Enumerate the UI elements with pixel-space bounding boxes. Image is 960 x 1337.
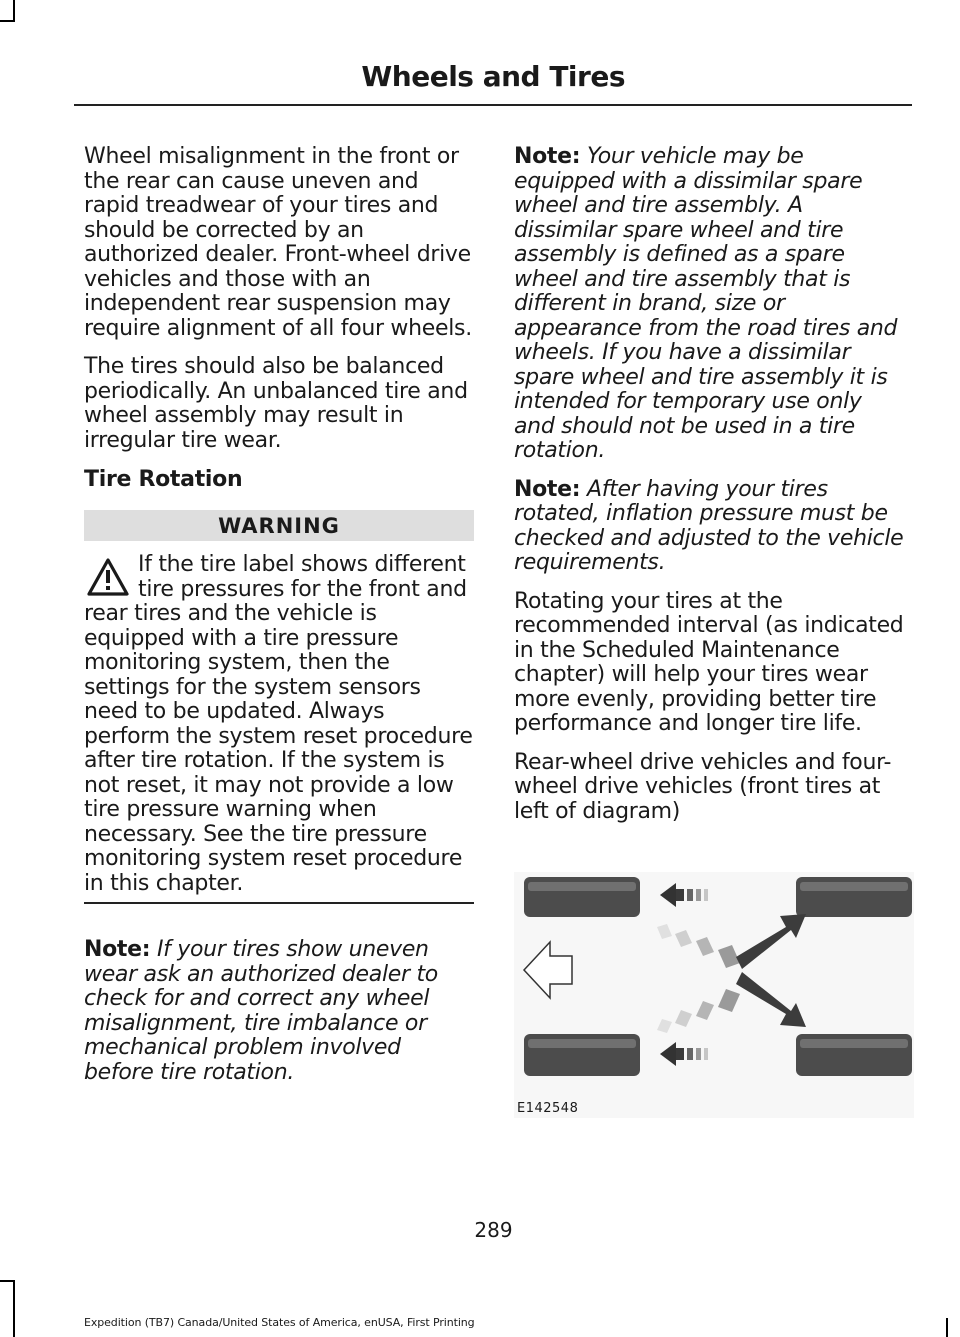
note-text: Your vehicle may be equipped with a dissimilar spare wheel and tire assembly. A dissimilar spare wheel and tire assembly is defined as a spare wheel and tire assembly that is different in brand, size or appearance from the road tires and wheels. If you have a dissimilar spare wheel and tire assembly it is intended for temporary use only and should not be used in a tire rotation. [514,144,898,463]
tire-rotation-diagram [514,872,914,1118]
page-number: 289 [474,1218,513,1242]
note-inflation-pressure [514,478,904,576]
warning-text: If the tire label shows different tire pressures for the front and rear tires and the vehicle is equipped with a tire pressure monitoring system, then the settings for the system sensors need to be updated. Always perform the system reset procedure after tire rotation. If the system is not reset, it may not provide a low tire pressure warning when necessary. See the tire pressure monitoring system reset procedure in this chapter. [84,552,473,896]
note-label: Note: [514,144,581,169]
paragraph-balancing: The tires should also be balanced periodically. An unbalanced tire and wheel assembly may result in irregular tire wear. [84,354,468,453]
header-rule [74,104,912,106]
warning-label: WARNING [84,510,474,541]
page-header-title: Wheels and Tires [361,60,625,93]
paragraph-misalignment: Wheel misalignment in the front or the rear can cause uneven and rapid treadwear of your tires and should be corrected by an authorized dealer. Front-wheel drive vehicles and those with an independent rear suspension may require alignment of all four wheels. [84,144,472,341]
crop-mark [13,1280,15,1337]
diagram-code: E142548 [517,1101,579,1116]
note-text: If your tires show uneven wear ask an authorized dealer to check for and correct any wheel misalignment, tire imbalance or mechanical problem involved before tire rotation. [84,937,438,1085]
note-dissimilar-spare [514,145,904,464]
tire-rear-left [796,877,912,917]
note-text: After having your tires rotated, inflation pressure must be checked and adjusted to the vehicle requirements. [514,476,904,575]
crop-mark [0,1280,14,1282]
note-uneven-wear [84,938,474,1085]
warning-triangle-icon [86,557,130,597]
section-heading-tire-rotation: Tire Rotation [84,467,243,492]
crop-mark [13,0,15,22]
paragraph-rear-wheel-drive: Rear-wheel drive vehicles and four-wheel drive vehicles (front tires at left of diagram) [514,749,892,824]
footer-text: Expedition (TB7) Canada/United States of America, enUSA, First Printing [84,1316,475,1329]
note-label: Note: [84,937,151,962]
crop-mark [0,20,14,22]
tire-front-left [524,877,640,917]
crop-mark [946,1318,948,1337]
warning-box [84,553,474,904]
tire-rear-right [796,1034,912,1076]
paragraph-rotation-interval: Rotating your tires at the recommended interval (as indicated in the Scheduled Maintenance chapter) will help your tires wear more evenly, providing better tire performance and longer tire life. [514,588,904,736]
tire-front-right [524,1034,640,1076]
right-column [514,145,904,838]
note-label: Note: [514,476,581,502]
left-column [84,145,474,1099]
